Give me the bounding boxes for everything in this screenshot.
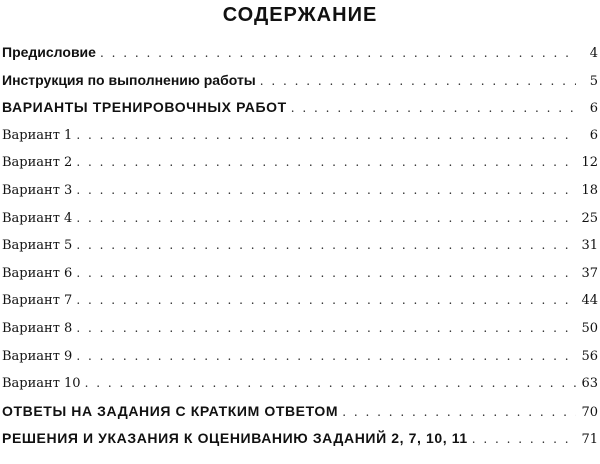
dot-leader [100, 40, 576, 68]
toc-entry-label: Вариант 9 [2, 348, 73, 364]
toc-entry-page: 5 [589, 73, 598, 89]
toc-entry-page: 71 [581, 432, 598, 448]
toc-entry-solutions[interactable] [2, 425, 598, 453]
dot-leader [472, 426, 576, 454]
dot-leader [260, 68, 576, 96]
dot-leader [76, 343, 576, 371]
toc-entry-label: Вариант 6 [2, 265, 73, 281]
toc-entry-label: Вариант 8 [2, 320, 73, 336]
toc-entry-variant-5[interactable] [2, 232, 598, 260]
toc-entry-label: ВАРИАНТЫ ТРЕНИРОВОЧНЫХ РАБОТ [2, 99, 287, 116]
dot-leader [76, 205, 576, 233]
toc-entry-label: Вариант 10 [2, 376, 81, 392]
toc-entry-variant-4[interactable] [2, 205, 598, 233]
toc-entry-label: Вариант 2 [2, 155, 73, 171]
toc-entry-page: 31 [581, 238, 598, 254]
toc-entry-variant-8[interactable] [2, 315, 598, 343]
toc-entry-variant-9[interactable] [2, 343, 598, 371]
toc-entry-training-variants[interactable] [2, 94, 598, 122]
toc-entry-label: Вариант 1 [2, 127, 73, 143]
toc-entry-page: 18 [581, 182, 598, 198]
toc-entry-short-answers[interactable] [2, 398, 598, 426]
toc-entry-label: Вариант 7 [2, 293, 73, 309]
toc-entry-page: 44 [581, 293, 598, 309]
dot-leader [76, 177, 576, 205]
dot-leader [76, 315, 576, 343]
toc-entry-page: 63 [581, 376, 598, 392]
dot-leader [291, 95, 576, 123]
toc-entry-variant-7[interactable] [2, 287, 598, 315]
toc-entry-page: 37 [581, 265, 598, 281]
table-of-contents [2, 39, 598, 453]
dot-leader [76, 287, 576, 315]
toc-entry-label: Вариант 5 [2, 238, 73, 254]
toc-entry-page: 25 [581, 210, 598, 226]
toc-entry-page: 56 [581, 348, 598, 364]
toc-entry-variant-10[interactable] [2, 370, 598, 398]
toc-entry-instructions[interactable] [2, 67, 598, 95]
toc-entry-label: ОТВЕТЫ НА ЗАДАНИЯ С КРАТКИМ ОТВЕТОМ [2, 402, 339, 419]
toc-entry-label: Вариант 3 [2, 182, 73, 198]
toc-entry-page: 50 [581, 320, 598, 336]
toc-entry-variant-6[interactable] [2, 260, 598, 288]
toc-entry-page: 12 [581, 155, 598, 171]
dot-leader [76, 260, 576, 288]
toc-entry-page: 70 [581, 404, 598, 420]
toc-entry-label: РЕШЕНИЯ И УКАЗАНИЯ К ОЦЕНИВАНИЮ ЗАДАНИЙ 2, 7, 10, 11 [2, 430, 468, 447]
toc-entry-label: Предисловие [2, 44, 96, 60]
page-title: СОДЕРЖАНИЕ [222, 4, 378, 26]
toc-entry-variant-1[interactable] [2, 122, 598, 150]
toc-entry-variant-3[interactable] [2, 177, 598, 205]
toc-entry-variant-2[interactable] [2, 149, 598, 177]
dot-leader [342, 399, 576, 427]
toc-entry-preface[interactable] [2, 39, 598, 67]
dot-leader [76, 232, 576, 260]
toc-entry-label: Вариант 4 [2, 210, 73, 226]
toc-entry-label: Инструкция по выполнению работы [2, 71, 256, 88]
dot-leader [76, 149, 576, 177]
toc-entry-page: 4 [589, 46, 598, 61]
toc-entry-page: 6 [589, 127, 598, 143]
dot-leader [85, 370, 576, 398]
dot-leader [76, 122, 576, 150]
toc-entry-page: 6 [589, 101, 598, 117]
